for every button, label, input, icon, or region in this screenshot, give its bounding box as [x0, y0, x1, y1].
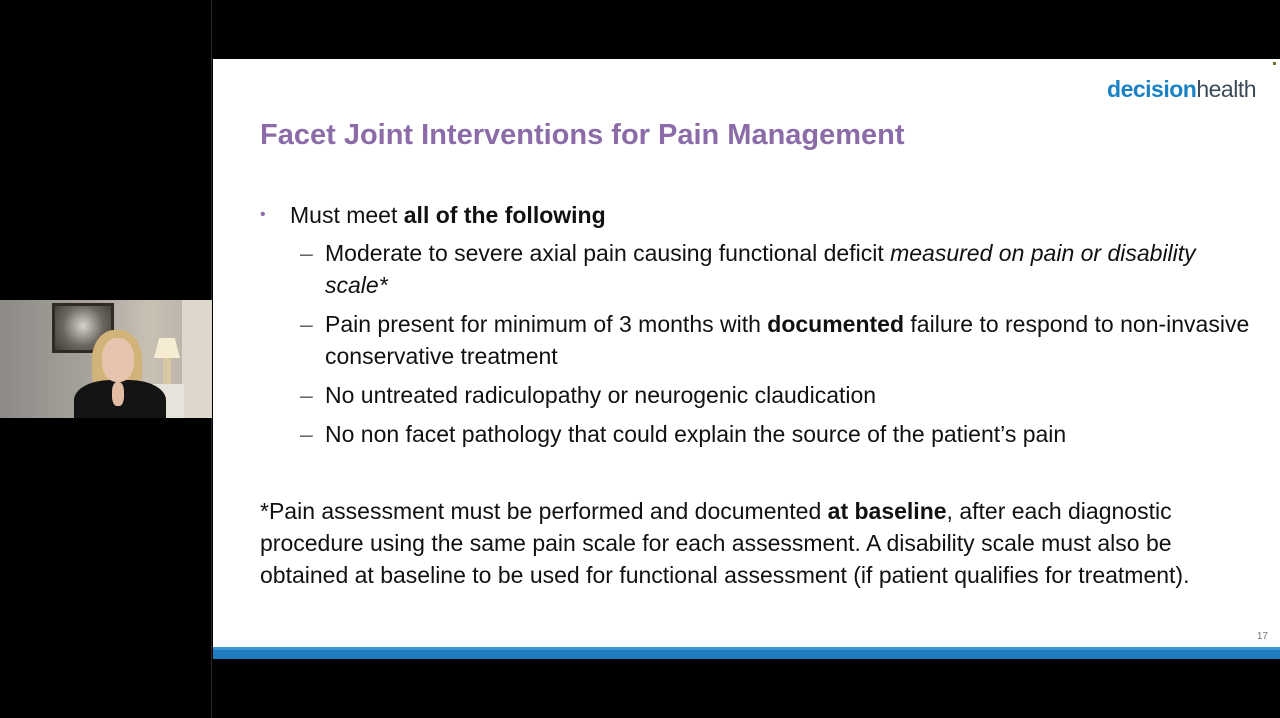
participants-panel — [0, 0, 212, 718]
sub-item-4 — [260, 418, 1250, 450]
sub-item-1-italic: measured on pain or disability scale* — [325, 240, 1196, 298]
slide-title: Facet Joint Interventions for Pain Management — [260, 119, 905, 151]
bullet-main — [260, 199, 1250, 231]
sub-item-2-text-b: failure to respond to non-invasive conservative treatment — [325, 311, 1250, 369]
sub-item-3-text: No untreated radiculopathy or neurogenic claudication — [325, 382, 877, 408]
footnote — [260, 495, 1250, 591]
footnote-text-a: *Pain assessment must be performed and documented — [260, 498, 828, 524]
sub-item-2 — [260, 308, 1250, 372]
participant-face — [102, 338, 134, 382]
bullet-prefix: Must meet — [290, 202, 404, 228]
bullet-list — [260, 199, 1250, 457]
dash-icon: – — [300, 240, 313, 266]
bullet-bold: all of the following — [403, 202, 606, 228]
lamp-base — [163, 358, 171, 384]
dash-icon: – — [300, 421, 313, 447]
dash-icon: – — [300, 382, 313, 408]
corner-mark — [1273, 62, 1276, 65]
sub-item-4-text: No non facet pathology that could explain the source of the patient’s pain — [325, 421, 1067, 447]
logo-part-a: decision — [1107, 76, 1197, 102]
footnote-bold: at baseline — [827, 498, 947, 524]
bar-highlight — [213, 647, 1280, 650]
participant-hand — [112, 382, 124, 406]
logo-part-b: health — [1196, 76, 1256, 102]
bullet-dot-icon: • — [260, 206, 266, 223]
sub-item-1 — [260, 237, 1250, 301]
page-number: 17 — [1256, 631, 1268, 642]
door — [182, 300, 212, 418]
decisionhealth-logo — [1107, 76, 1256, 103]
footnote-text-b: , after each diagnostic procedure using the same pain scale for each assessment. A disability scale must also be obtained at baseline to be used for functional assessment (if patient qualifies for treatment). — [260, 498, 1190, 588]
sub-item-2-bold: documented — [767, 311, 905, 337]
participant-video-tile[interactable] — [0, 300, 212, 418]
sub-item-1-text: Moderate to severe axial pain causing functional deficit — [325, 240, 891, 266]
dash-icon: – — [300, 311, 313, 337]
presentation-slide — [213, 59, 1280, 659]
sub-item-3 — [260, 379, 1250, 411]
slide-bottom-bar — [213, 647, 1280, 659]
sub-item-2-text-a: Pain present for minimum of 3 months with — [325, 311, 768, 337]
